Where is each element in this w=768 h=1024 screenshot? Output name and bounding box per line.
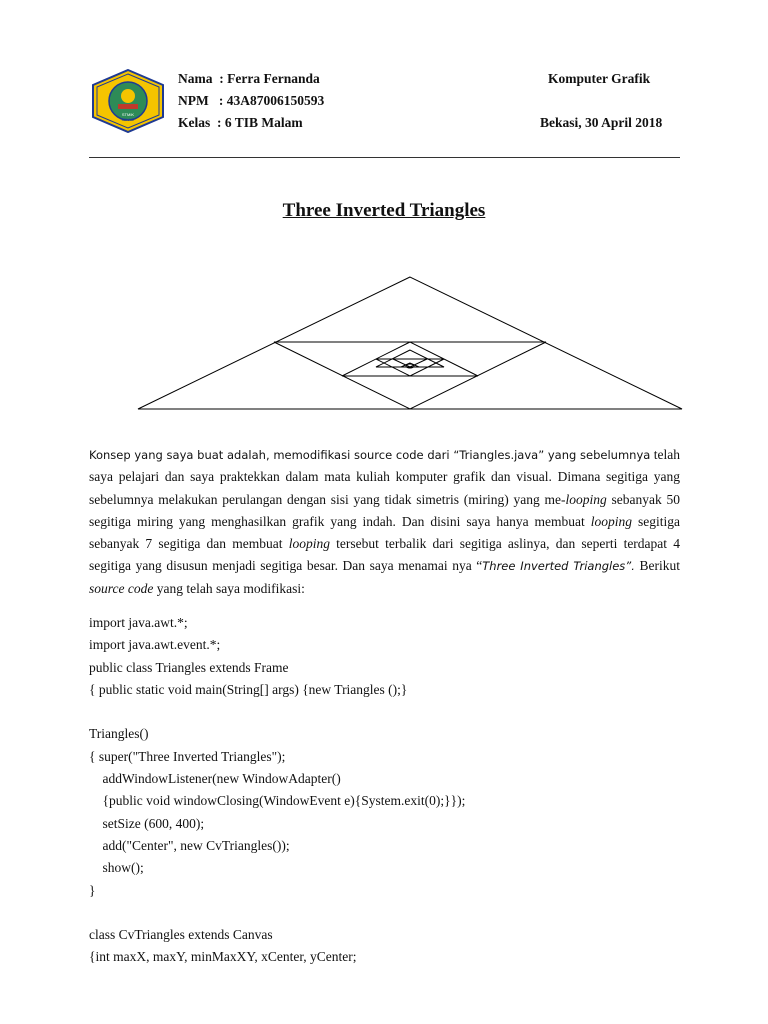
header-divider	[89, 157, 680, 158]
college-logo	[91, 69, 165, 133]
code-line: import java.awt.event.*;	[89, 637, 221, 653]
looping-term: looping	[288, 536, 330, 552]
description-paragraph	[89, 444, 680, 600]
code-listing	[89, 612, 689, 969]
triangles-figure	[137, 276, 683, 411]
code-line: {public void windowClosing(WindowEvent e){System.exit(0);}});	[89, 793, 466, 809]
paragraph-text: segitiga sebanyak 7 segitiga dan membuat	[89, 513, 680, 552]
code-line: { super("Three Inverted Triangles");	[89, 748, 286, 764]
code-line: { public static void main(String[] args) {new Triangles ();}	[89, 681, 408, 697]
svg-text:STMIK: STMIK	[121, 112, 135, 117]
student-class: Kelas : 6 TIB Malam	[178, 115, 303, 130]
looping-term: looping	[565, 491, 607, 507]
course-name: Komputer Grafik	[548, 71, 651, 86]
code-line: show();	[89, 860, 144, 876]
page-title: Three Inverted Triangles	[282, 200, 486, 221]
code-line	[89, 701, 689, 723]
code-line: public class Triangles extends Frame	[89, 659, 289, 675]
paragraph-text: Konsep yang saya buat adalah, memodifikasi source code dari “Triangles.java” yang sebelumnya	[89, 448, 651, 462]
paragraph-text: tersebut terbalik dari segitiga aslinya, dan seperti terdapat 4 segitiga yang disusun menjadi segitiga besar. Dan saya menamai nya “	[89, 536, 680, 574]
svg-text:BEKASI: BEKASI	[121, 118, 135, 122]
code-line: setSize (600, 400);	[89, 815, 205, 831]
code-line: }	[89, 882, 96, 898]
code-line: add("Center", new CvTriangles());	[89, 837, 290, 853]
looping-term: looping	[590, 513, 633, 529]
code-line: addWindowListener(new WindowAdapter()	[89, 771, 341, 787]
code-line	[89, 902, 689, 924]
code-line: Triangles()	[89, 726, 149, 742]
quoted-title: Three Inverted Triangles”.	[482, 559, 635, 574]
paragraph-text: yang telah saya modifikasi:	[153, 580, 305, 596]
place-date: Bekasi, 30 April 2018	[540, 115, 663, 130]
paragraph-text: Berikut	[634, 558, 680, 574]
code-line: {int maxX, maxY, minMaxXY, xCenter, yCenter;	[89, 949, 357, 965]
student-name: Nama : Ferra Fernanda	[178, 71, 320, 86]
student-npm: NPM : 43A87006150593	[178, 93, 325, 108]
paragraph-text: sebanyak 50 segitiga miring yang menghasilkan grafik yang indah. Dan disini saya hanya membuat	[89, 491, 680, 529]
code-line: import java.awt.*;	[89, 615, 188, 630]
code-line: class CvTriangles extends Canvas	[89, 927, 273, 943]
triangle-outer	[138, 277, 682, 409]
paragraph-text: telah saya pelajari dan saya praktekkan dalam mata kuliah komputer grafik dan visual. Dimana segitiga yang sebelumnya melakukan perulangan dengan sisi yang tidak simetris (miring) yang me-	[89, 447, 680, 507]
source-code-term: source code	[89, 580, 154, 596]
